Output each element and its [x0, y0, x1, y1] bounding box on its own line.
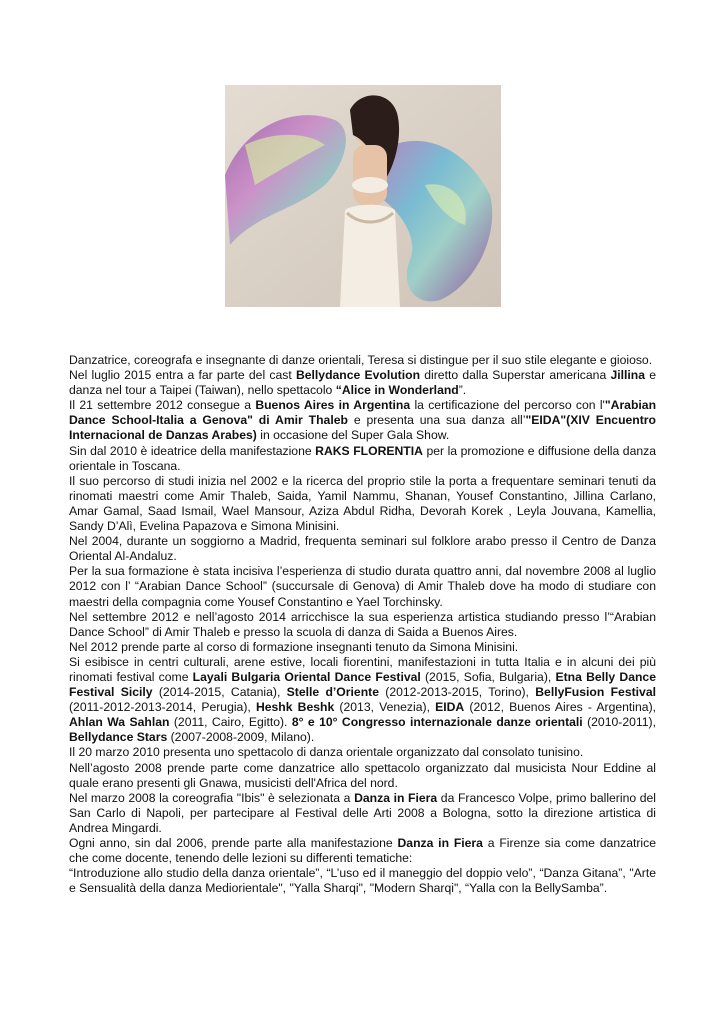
text-run: Nel 2012 prende parte al corso di formazione insegnanti tenuto da Simona Minisini.: [69, 639, 519, 654]
text-run: Il 20 marzo 2010 presenta uno spettacolo di danza orientale organizzato dal consolato tunisino.: [69, 745, 584, 760]
text-run: a Firenze sia come danzatrice che come docente, tenendo delle lezioni su differenti tematiche:: [69, 836, 656, 866]
text-run: e presenta una sua danza all’: [347, 413, 526, 428]
bold-text: Bellydance Evolution: [295, 368, 421, 383]
paragraph: [69, 474, 656, 534]
bold-text: BellyFusion Festival: [535, 685, 657, 700]
text-run: la certificazione del percorso con l': [410, 398, 605, 413]
text-run: Ogni anno, sin dal 2006, prende parte alla manifestazione: [69, 836, 398, 850]
paragraph: [69, 640, 656, 655]
paragraph: [69, 398, 656, 443]
paragraph: [69, 761, 656, 791]
text-run: Danzatrice, coreografa e insegnante di danze orientali, Teresa si distingue per il suo stile elegante e gioioso.: [69, 353, 653, 367]
text-run: da Francesco Volpe, primo ballerino del San Carlo di Napoli, per partecipare al Festival delle Arti 2008 a Bologna, sotto la direzione artistica di Andrea Mingardi.: [69, 790, 656, 835]
text-run: (2011, Cairo, Egitto).: [169, 715, 292, 730]
text-run: Nel marzo 2008 la coreografia "Ibis" è selezionata a: [69, 790, 355, 805]
paragraph: [69, 791, 656, 836]
text-run: Il suo percorso di studi inizia nel 2002 e la ricerca del proprio stile la porta a frequentare seminari tenuti da rinomati maestri come Amir Thaleb, Saida, Yamil Nammu, Shanan, Yousef Constantino, Jillina Carlano, Amar Gamal, Saad Ismail, Wael Mansour, Aziza Abdul Ridha, Devorah Korek , Leyla Jouvana, Kamellia, Sandy D’Alì, Evelina Papazova e Simona Minisini.: [69, 473, 656, 534]
paragraph: [69, 610, 656, 640]
bold-text: Ahlan Wa Sahlan: [69, 715, 170, 730]
text-run: (2014-2015, Catania),: [152, 685, 287, 700]
text-run: ”.: [458, 383, 467, 398]
bold-text: Buenos Aires in Argentina: [255, 398, 411, 413]
paragraph: [69, 745, 656, 760]
paragraph: [69, 353, 656, 368]
text-run: (2011-2012-2013-2014, Perugia),: [69, 700, 256, 715]
text-run: per la promozione e diffusione della danza orientale in Toscana.: [69, 443, 656, 473]
paragraph: [69, 866, 656, 896]
text-run: diretto dalla Superstar americana: [420, 368, 611, 383]
bold-text: Stelle d’Oriente: [286, 685, 379, 700]
paragraph: [69, 564, 656, 609]
text-run: Nel 2004, durante un soggiorno a Madrid, frequenta seminari sul folklore arabo presso il Centro de Danza Oriental Al-Andaluz.: [69, 534, 656, 564]
text-run: (2012-2013-2015, Torino),: [378, 685, 536, 700]
text-run: Il 21 settembre 2012 consegue a: [69, 398, 256, 413]
paragraph: [69, 836, 656, 866]
text-run: (2007-2008-2009, Milano).: [167, 730, 315, 745]
bold-text: 8° e 10° Congresso internazionale danze orientali: [291, 715, 583, 730]
bold-text: Bellydance Stars: [69, 730, 168, 745]
text-run: e danza nel tour a Taipei (Taiwan), nello spettacolo: [69, 368, 656, 398]
biography-text: [69, 353, 656, 896]
bold-text: "Arabian Dance School-Italia a Genova" di Amir Thaleb: [69, 398, 657, 428]
text-run: Nel settembre 2012 e nell’agosto 2014 arricchisce la sua esperienza artistica studiando presso l’“Arabian Dance School” di Amir Thaleb e presso la scuola di danza di Saida a Buenos Aires.: [69, 609, 656, 639]
text-run: “Introduzione allo studio della danza orientale”, “L’uso ed il maneggio del doppio velo”, “Danza Gitana”, "Arte e Sensualità della danza Mediorientale", "Yalla Sharqi", "Modern Sharqi", “Yalla con la BellySamba”.: [69, 866, 656, 896]
text-run: Si esibisce in centri culturali, arene estive, locali fiorentini, manifestazioni in tutta Italia e in alcuni dei più rinomati festival come: [69, 654, 656, 684]
paragraph: [69, 368, 656, 398]
bold-text: Danza in Fiera: [354, 790, 438, 805]
bold-text: Danza in Fiera: [397, 836, 483, 850]
paragraph: [69, 444, 656, 474]
dancer-photo-illustration: [225, 85, 501, 307]
dancer-photo: [225, 85, 501, 307]
bold-text: RAKS FLORENTIA: [315, 443, 423, 458]
paragraph: [69, 655, 656, 746]
text-run: (2010-2011),: [582, 715, 656, 730]
bold-text: EIDA: [435, 700, 465, 715]
bold-text: Heshk Beshk: [255, 700, 335, 715]
text-run: Sin dal 2010 è ideatrice della manifestazione: [69, 443, 316, 458]
text-run: Per la sua formazione è stata incisiva l’esperienza di studio durata quattro anni, dal novembre 2008 al luglio 2012 con l’ “Arabian Dance School” (succursale di Genova) di Amir Thaleb dove ha modo di studiare con maestri della compagnia come Yousef Constantino e Yael Torchinsky.: [69, 564, 656, 609]
bold-text: “Alice in Wonderland: [335, 383, 459, 398]
text-run: (2013, Venezia),: [334, 700, 436, 715]
text-run: (2015, Sofia, Bulgaria),: [420, 669, 556, 684]
text-run: in occasione del Super Gala Show.: [256, 428, 450, 443]
text-run: (2012, Buenos Aires - Argentina),: [464, 700, 657, 715]
text-run: Nel luglio 2015 entra a far parte del cast: [69, 368, 296, 383]
text-run: Nell’agosto 2008 prende parte come danzatrice allo spettacolo organizzato dal musicista Nour Eddine al quale erano presenti gli Gnawa, musicisti dell'Africa del nord.: [69, 760, 656, 790]
bold-text: Layali Bulgaria Oriental Dance Festival: [192, 669, 421, 684]
bold-text: "EIDA"(XIV Encuentro Internacional de Danzas Arabes): [69, 413, 656, 443]
bold-text: Etna Belly Dance Festival Sicily: [69, 669, 656, 700]
bold-text: Jillina: [610, 368, 645, 383]
paragraph: [69, 534, 656, 564]
